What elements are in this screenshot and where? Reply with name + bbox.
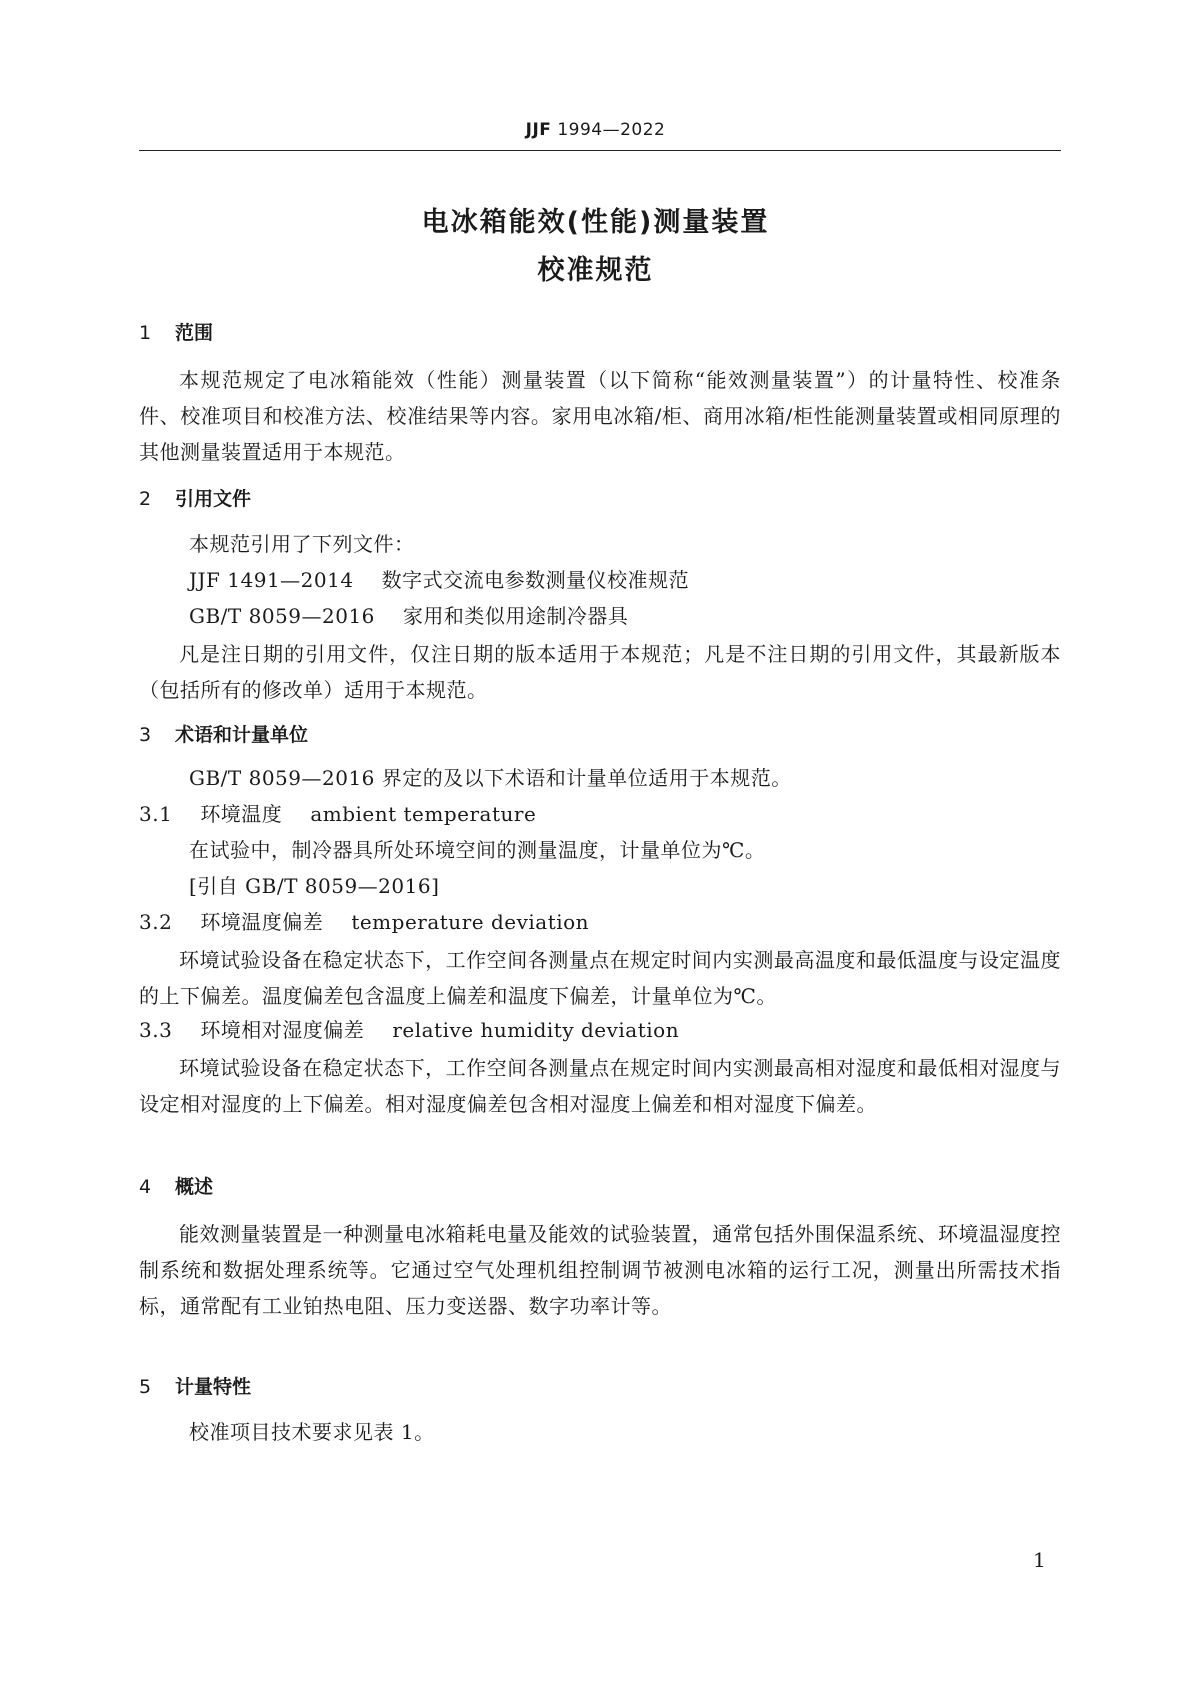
section-title: 引用文件 — [175, 488, 252, 510]
section-5-body: 校准项目技术要求见表 1。 — [189, 1420, 435, 1444]
reference-title: 家用和类似用途制冷器具 — [402, 604, 629, 628]
section-title: 范围 — [175, 322, 214, 344]
term-3-1-source: [引自 GB/T 8059—2016] — [189, 874, 440, 898]
term-en: relative humidity deviation — [392, 1018, 680, 1042]
code-number: 1994—2022 — [557, 120, 666, 140]
reference-code: JJF 1491—2014 — [189, 568, 354, 592]
term-3-3-definition: 环境试验设备在稳定状态下，工作空间各测量点在规定时间内实测最高相对湿度和最低相对湿度与设定相对湿度的上下偏差。相对湿度偏差包含相对湿度上偏差和相对湿度下偏差。 — [139, 1056, 1061, 1116]
section-4-body: 能效测量装置是一种测量电冰箱耗电量及能效的试验装置，通常包括外围保温系统、环境温湿度控制系统和数据处理系统等。它通过空气处理机组控制调节被测电冰箱的运行工况，测量出所需技术指标，通常配有工业铂热电阻、压力变送器、数字功率计等。 — [139, 1222, 1061, 1318]
term-cn: 环境温度偏差 — [200, 910, 324, 934]
page-number: 1 — [1033, 1548, 1046, 1572]
term-number: 3.1 — [139, 802, 173, 826]
standard-code — [0, 120, 1191, 140]
section-1-body: 本规范规定了电冰箱能效（性能）测量装置（以下简称“能效测量装置”）的计量特性、校准条件、校准项目和校准方法、校准结果等内容。家用电冰箱/柜、商用冰箱/柜性能测量装置或相同原理的其他测量装置适用于本规范。 — [139, 368, 1061, 464]
section-3-heading — [139, 720, 308, 747]
section-2-heading — [139, 484, 251, 511]
section-title: 概述 — [175, 1176, 214, 1198]
reference-title: 数字式交流电参数测量仪校准规范 — [381, 568, 690, 592]
reference-item — [189, 564, 689, 593]
reference-code: GB/T 8059—2016 — [189, 604, 375, 628]
term-3-3-heading — [139, 1014, 679, 1043]
reference-item — [189, 600, 628, 629]
section-title: 计量特性 — [175, 1376, 252, 1398]
term-cn: 环境温度 — [200, 802, 283, 826]
terms-intro: GB/T 8059—2016 界定的及以下术语和计量单位适用于本规范。 — [189, 766, 792, 790]
section-number: 1 — [139, 322, 152, 344]
term-cn: 环境相对湿度偏差 — [200, 1018, 365, 1042]
code-prefix: JJF — [525, 120, 552, 140]
document-subtitle: 校准规范 — [537, 255, 654, 286]
header-rule — [139, 150, 1061, 151]
term-en: temperature deviation — [351, 910, 590, 934]
references-note: 凡是注日期的引用文件，仅注日期的版本适用于本规范；凡是不注日期的引用文件，其最新版本（包括所有的修改单）适用于本规范。 — [139, 642, 1061, 702]
term-3-2-definition: 环境试验设备在稳定状态下，工作空间各测量点在规定时间内实测最高温度和最低温度与设定温度的上下偏差。温度偏差包含温度上偏差和温度下偏差，计量单位为℃。 — [139, 948, 1061, 1008]
term-3-1-definition: 在试验中，制冷器具所处环境空间的测量温度，计量单位为℃。 — [189, 838, 766, 862]
term-3-1-heading — [139, 798, 536, 827]
references-intro: 本规范引用了下列文件： — [189, 532, 415, 556]
section-5-heading — [139, 1372, 251, 1399]
section-4-heading — [139, 1172, 213, 1199]
section-title: 术语和计量单位 — [175, 724, 309, 746]
section-number: 5 — [139, 1376, 152, 1398]
section-number: 3 — [139, 724, 152, 746]
term-number: 3.2 — [139, 910, 173, 934]
term-en: ambient temperature — [310, 802, 537, 826]
section-number: 2 — [139, 488, 152, 510]
document-title: 电冰箱能效(性能)测量装置 — [421, 207, 770, 238]
term-3-2-heading — [139, 906, 589, 935]
section-number: 4 — [139, 1176, 152, 1198]
section-1-heading — [139, 318, 213, 345]
term-number: 3.3 — [139, 1018, 173, 1042]
